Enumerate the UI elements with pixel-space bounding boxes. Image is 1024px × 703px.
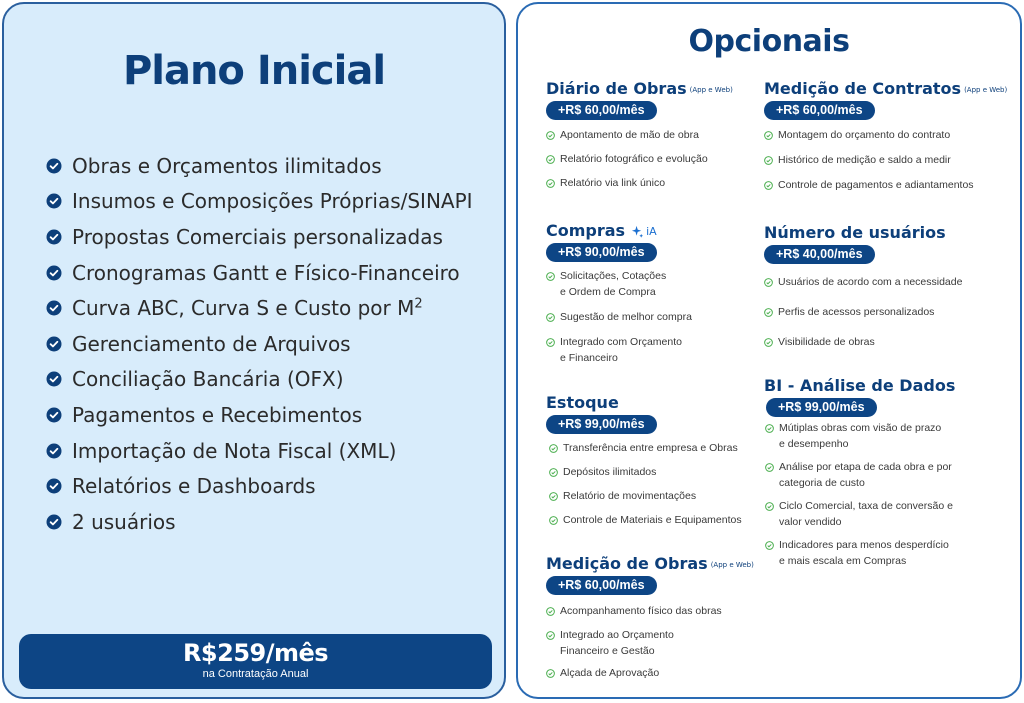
check-circle-icon <box>546 179 555 188</box>
feature-label: Cronogramas Gantt e Físico-Financeiro <box>72 260 460 285</box>
optional-price-badge: +R$ 60,00/mês <box>546 101 657 120</box>
check-circle-icon <box>46 407 62 423</box>
list-item: Relatório de movimentações <box>549 488 786 504</box>
list-item: Integrado com Orçamento e Financeiro <box>546 334 786 366</box>
list-item: Depósitos ilimitados <box>549 464 786 480</box>
optional-diario-de-obras <box>546 79 786 191</box>
feature-label: Relatórios e Dashboards <box>72 474 316 499</box>
optional-tag: (App e Web) <box>964 85 1008 94</box>
plan-price: R$259/mês <box>182 639 329 667</box>
check-circle-icon <box>46 193 62 209</box>
feature-label: 2 usuários <box>72 509 176 534</box>
list-item: Sugestão de melhor compra <box>546 309 786 325</box>
sparkle-icon <box>631 225 644 238</box>
feature-label: Conciliação Bancária (OFX) <box>72 367 344 392</box>
optional-estoque <box>546 393 786 528</box>
check-circle-icon <box>546 155 555 164</box>
list-item <box>46 219 496 255</box>
list-item: Apontamento de mão de obra <box>546 127 786 143</box>
list-item <box>46 255 496 291</box>
optional-title: Diário de Obras (App e Web) <box>546 79 733 98</box>
optional-title: Medição de Obras (App e Web) <box>546 554 754 573</box>
check-circle-icon <box>546 631 555 640</box>
check-circle-icon <box>546 131 555 140</box>
optional-title: Estoque <box>546 393 619 412</box>
check-circle-icon <box>46 300 62 316</box>
list-item: Mútiplas obras com visão de prazo e desempenho <box>765 420 1004 452</box>
check-circle-icon <box>765 424 774 433</box>
feature-label: Obras e Orçamentos ilimitados <box>72 153 382 178</box>
plan-card <box>2 2 506 699</box>
ai-badge <box>631 222 657 242</box>
list-item <box>46 148 496 184</box>
check-circle-icon <box>764 308 773 317</box>
check-circle-icon <box>546 338 555 347</box>
list-item: Indicadores para menos desperdício e mais escala em Compras <box>765 537 1004 569</box>
list-item <box>46 362 496 398</box>
feature-label: Curva ABC, Curva S e Custo por $M^2$ <box>72 296 423 321</box>
check-circle-icon <box>764 156 773 165</box>
optional-title: Número de usuários <box>764 223 946 242</box>
feature-label: Insumos e Composições Próprias/SINAPI <box>72 189 473 214</box>
list-item: Ciclo Comercial, taxa de conversão e valor vendido <box>765 498 1004 530</box>
check-circle-icon <box>546 607 555 616</box>
check-circle-icon <box>764 278 773 287</box>
feature-label: Gerenciamento de Arquivos <box>72 331 351 356</box>
check-circle-icon <box>765 463 774 472</box>
optional-price-badge: +R$ 99,00/mês <box>766 398 877 417</box>
optional-tag: (App e Web) <box>710 560 754 569</box>
list-item <box>46 184 496 220</box>
optional-bi-analise-de-dados <box>764 376 1004 569</box>
check-circle-icon <box>46 158 62 174</box>
list-item <box>46 504 496 540</box>
check-circle-icon <box>546 313 555 322</box>
check-circle-icon <box>764 181 773 190</box>
optionals-title: Opcionais <box>688 24 850 59</box>
optional-compras <box>546 221 786 366</box>
optional-tag: (App e Web) <box>689 85 733 94</box>
list-item: Controle de Materiais e Equipamentos <box>549 512 786 528</box>
list-item: Usuários de acordo com a necessidade <box>764 274 1004 290</box>
check-circle-icon <box>46 514 62 530</box>
optional-title: Compras iA <box>546 221 657 240</box>
list-item <box>46 290 496 326</box>
optional-price-badge: +R$ 99,00/mês <box>546 415 657 434</box>
list-item: Integrado ao Orçamento Financeiro e Gestão <box>546 627 786 659</box>
optional-medicao-de-contratos <box>764 79 1008 193</box>
ia-label: iA <box>646 224 657 238</box>
feature-label: Pagamentos e Recebimentos <box>72 402 363 427</box>
check-circle-icon <box>46 371 62 387</box>
list-item <box>46 468 496 504</box>
plan-title: Plano Inicial <box>122 48 386 94</box>
list-item: Controle de pagamentos e adiantamentos <box>764 177 1004 193</box>
optional-numero-de-usuarios <box>764 223 1004 350</box>
list-item: Transferência entre empresa e Obras <box>549 440 786 456</box>
optional-price-badge: +R$ 60,00/mês <box>764 101 875 120</box>
check-circle-icon <box>549 516 558 525</box>
list-item: Análise por etapa de cada obra e por categoria de custo <box>765 459 1004 491</box>
check-circle-icon <box>549 492 558 501</box>
check-circle-icon <box>549 444 558 453</box>
list-item <box>46 397 496 433</box>
check-circle-icon <box>46 443 62 459</box>
check-circle-icon <box>46 336 62 352</box>
optional-title: BI - Análise de Dados <box>764 376 956 395</box>
feature-label: Importação de Nota Fiscal (XML) <box>72 438 397 463</box>
check-circle-icon <box>549 468 558 477</box>
check-circle-icon <box>765 541 774 550</box>
optional-price-badge: +R$ 40,00/mês <box>764 245 875 264</box>
superscript: 2 <box>414 296 423 312</box>
list-item: Relatório fotográfico e evolução <box>546 151 786 167</box>
plan-price-box <box>19 634 492 689</box>
list-item: Visibilidade de obras <box>764 334 1004 350</box>
check-circle-icon <box>46 265 62 281</box>
check-circle-icon <box>546 669 555 678</box>
optional-medicao-de-obras <box>546 554 786 681</box>
optionals-card <box>516 2 1022 699</box>
list-item: Relatório via link único <box>546 175 786 191</box>
check-circle-icon <box>765 502 774 511</box>
list-item: Montagem do orçamento do contrato <box>764 127 1004 143</box>
optional-price-badge: +R$ 60,00/mês <box>546 576 657 595</box>
list-item <box>46 326 496 362</box>
check-circle-icon <box>46 229 62 245</box>
check-circle-icon <box>764 131 773 140</box>
list-item: Acompanhamento físico das obras <box>546 603 786 619</box>
list-item: Solicitações, Cotações e Ordem de Compra <box>546 268 786 300</box>
list-item: Perfis de acessos personalizados <box>764 304 1004 320</box>
optional-title: Medição de Contratos (App e Web) <box>764 79 1008 98</box>
optional-price-badge: +R$ 90,00/mês <box>546 243 657 262</box>
check-circle-icon <box>546 272 555 281</box>
check-circle-icon <box>764 338 773 347</box>
list-item: Histórico de medição e saldo a medir <box>764 152 1004 168</box>
plan-feature-list <box>46 148 496 540</box>
plan-price-note: na Contratação Anual <box>202 668 309 680</box>
check-circle-icon <box>46 478 62 494</box>
list-item <box>46 433 496 469</box>
list-item: Alçada de Aprovação <box>546 665 786 681</box>
feature-label: Propostas Comerciais personalizadas <box>72 224 443 249</box>
